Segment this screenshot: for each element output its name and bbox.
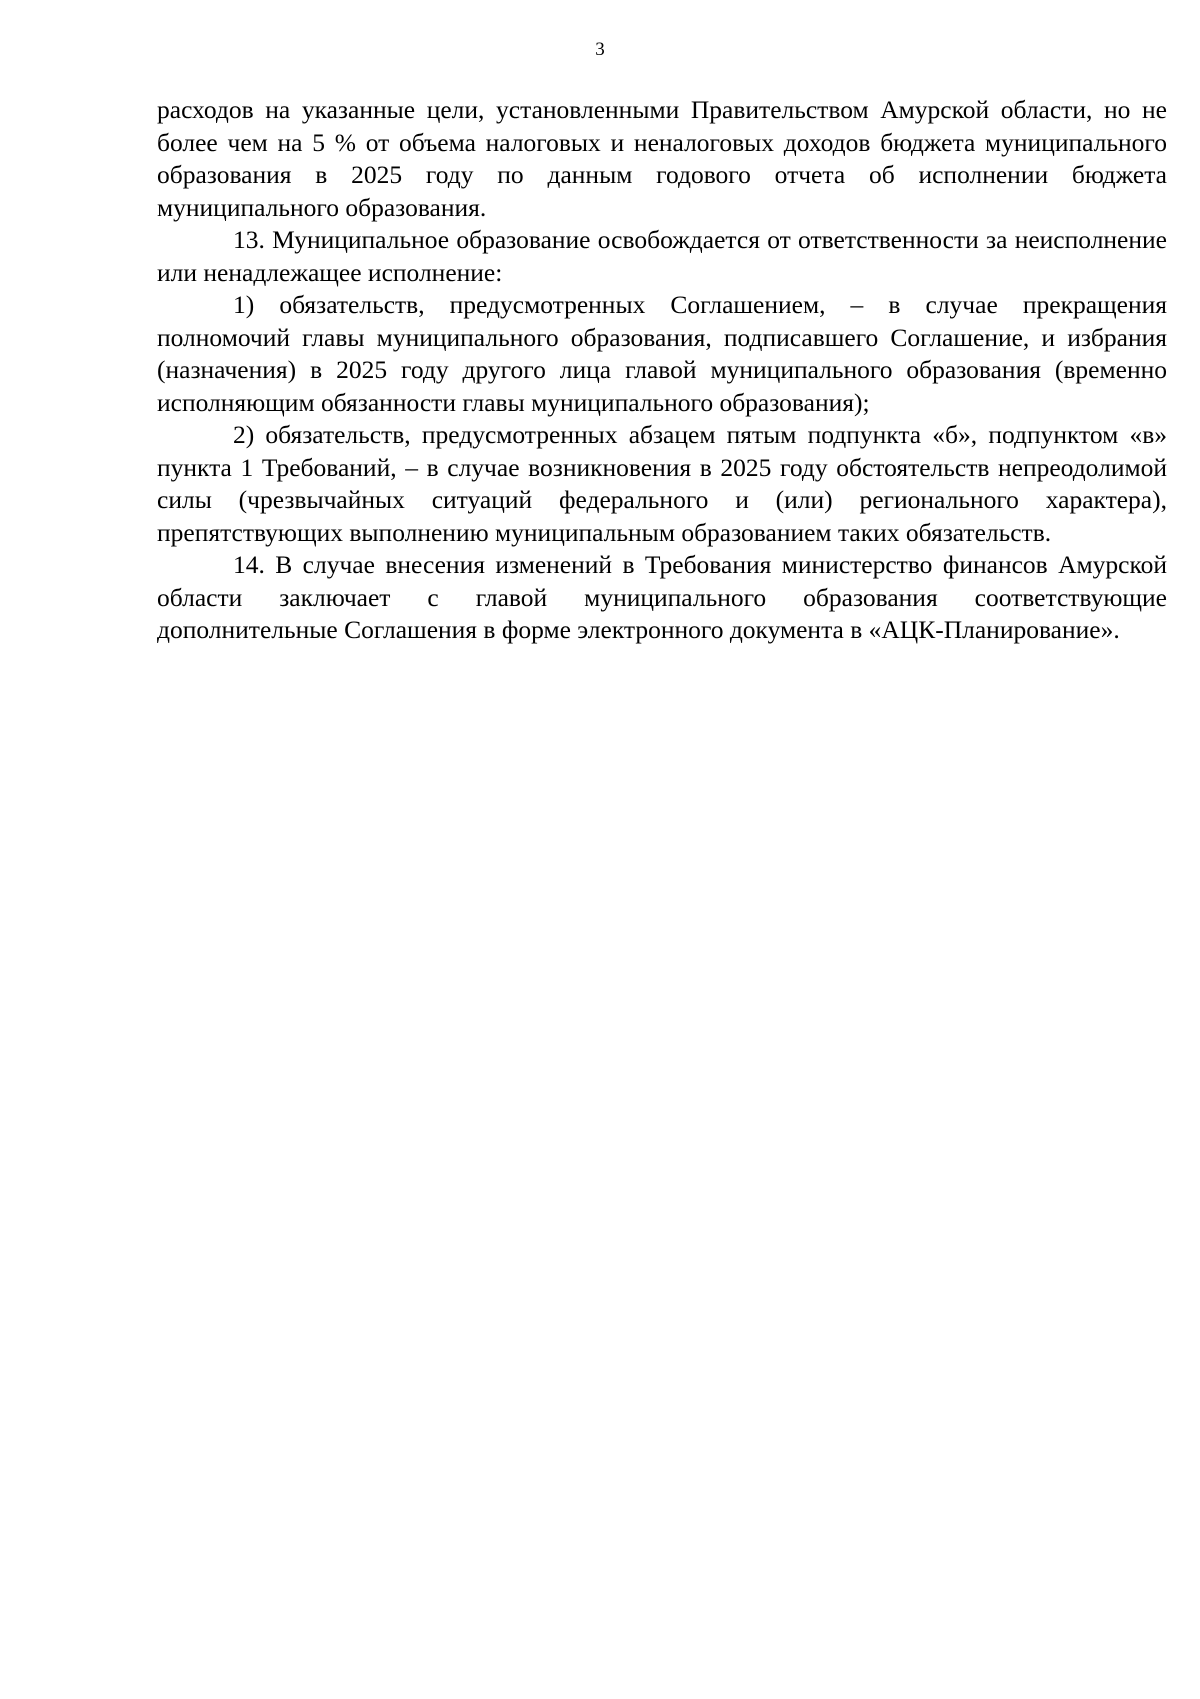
page-number: 3 [595,39,605,60]
paragraph-item-13: 13. Муниципальное образование освобождается от ответственности за неисполнение или ненадлежащее исполнение: [157,225,1167,287]
paragraph-subitem-2: 2) обязательств, предусмотренных абзацем пятым подпункта «б», подпунктом «в» пункта 1 Требований, – в случае возникновения в 2025 году обстоятельств непреодолимой силы (чрезвычайных ситуаций федерального и (или) регионального характера), препятствующих выполнению муниципальным образованием таких обязательств. [157,420,1167,547]
paragraph-continuation: расходов на указанные цели, установленными Правительством Амурской области, но не более чем на 5 % от объема налоговых и неналоговых доходов бюджета муниципального образования в 2025 году по данным годового отчета об исполнении бюджета муниципального образования. [157,95,1167,222]
paragraph-item-14: 14. В случае внесения изменений в Требования министерство финансов Амурской области заключает с главой муниципального образования соответствующие дополнительные Соглашения в форме электронного документа в «АЦК-Планирование». [157,550,1167,644]
document-body [157,94,1167,647]
paragraph-subitem-1: 1) обязательств, предусмотренных Соглашением, – в случае прекращения полномочий главы муниципального образования, подписавшего Соглашение, и избрания (назначения) в 2025 году другого лица главой муниципального образования (временно исполняющим обязанности главы муниципального образования); [157,290,1167,417]
